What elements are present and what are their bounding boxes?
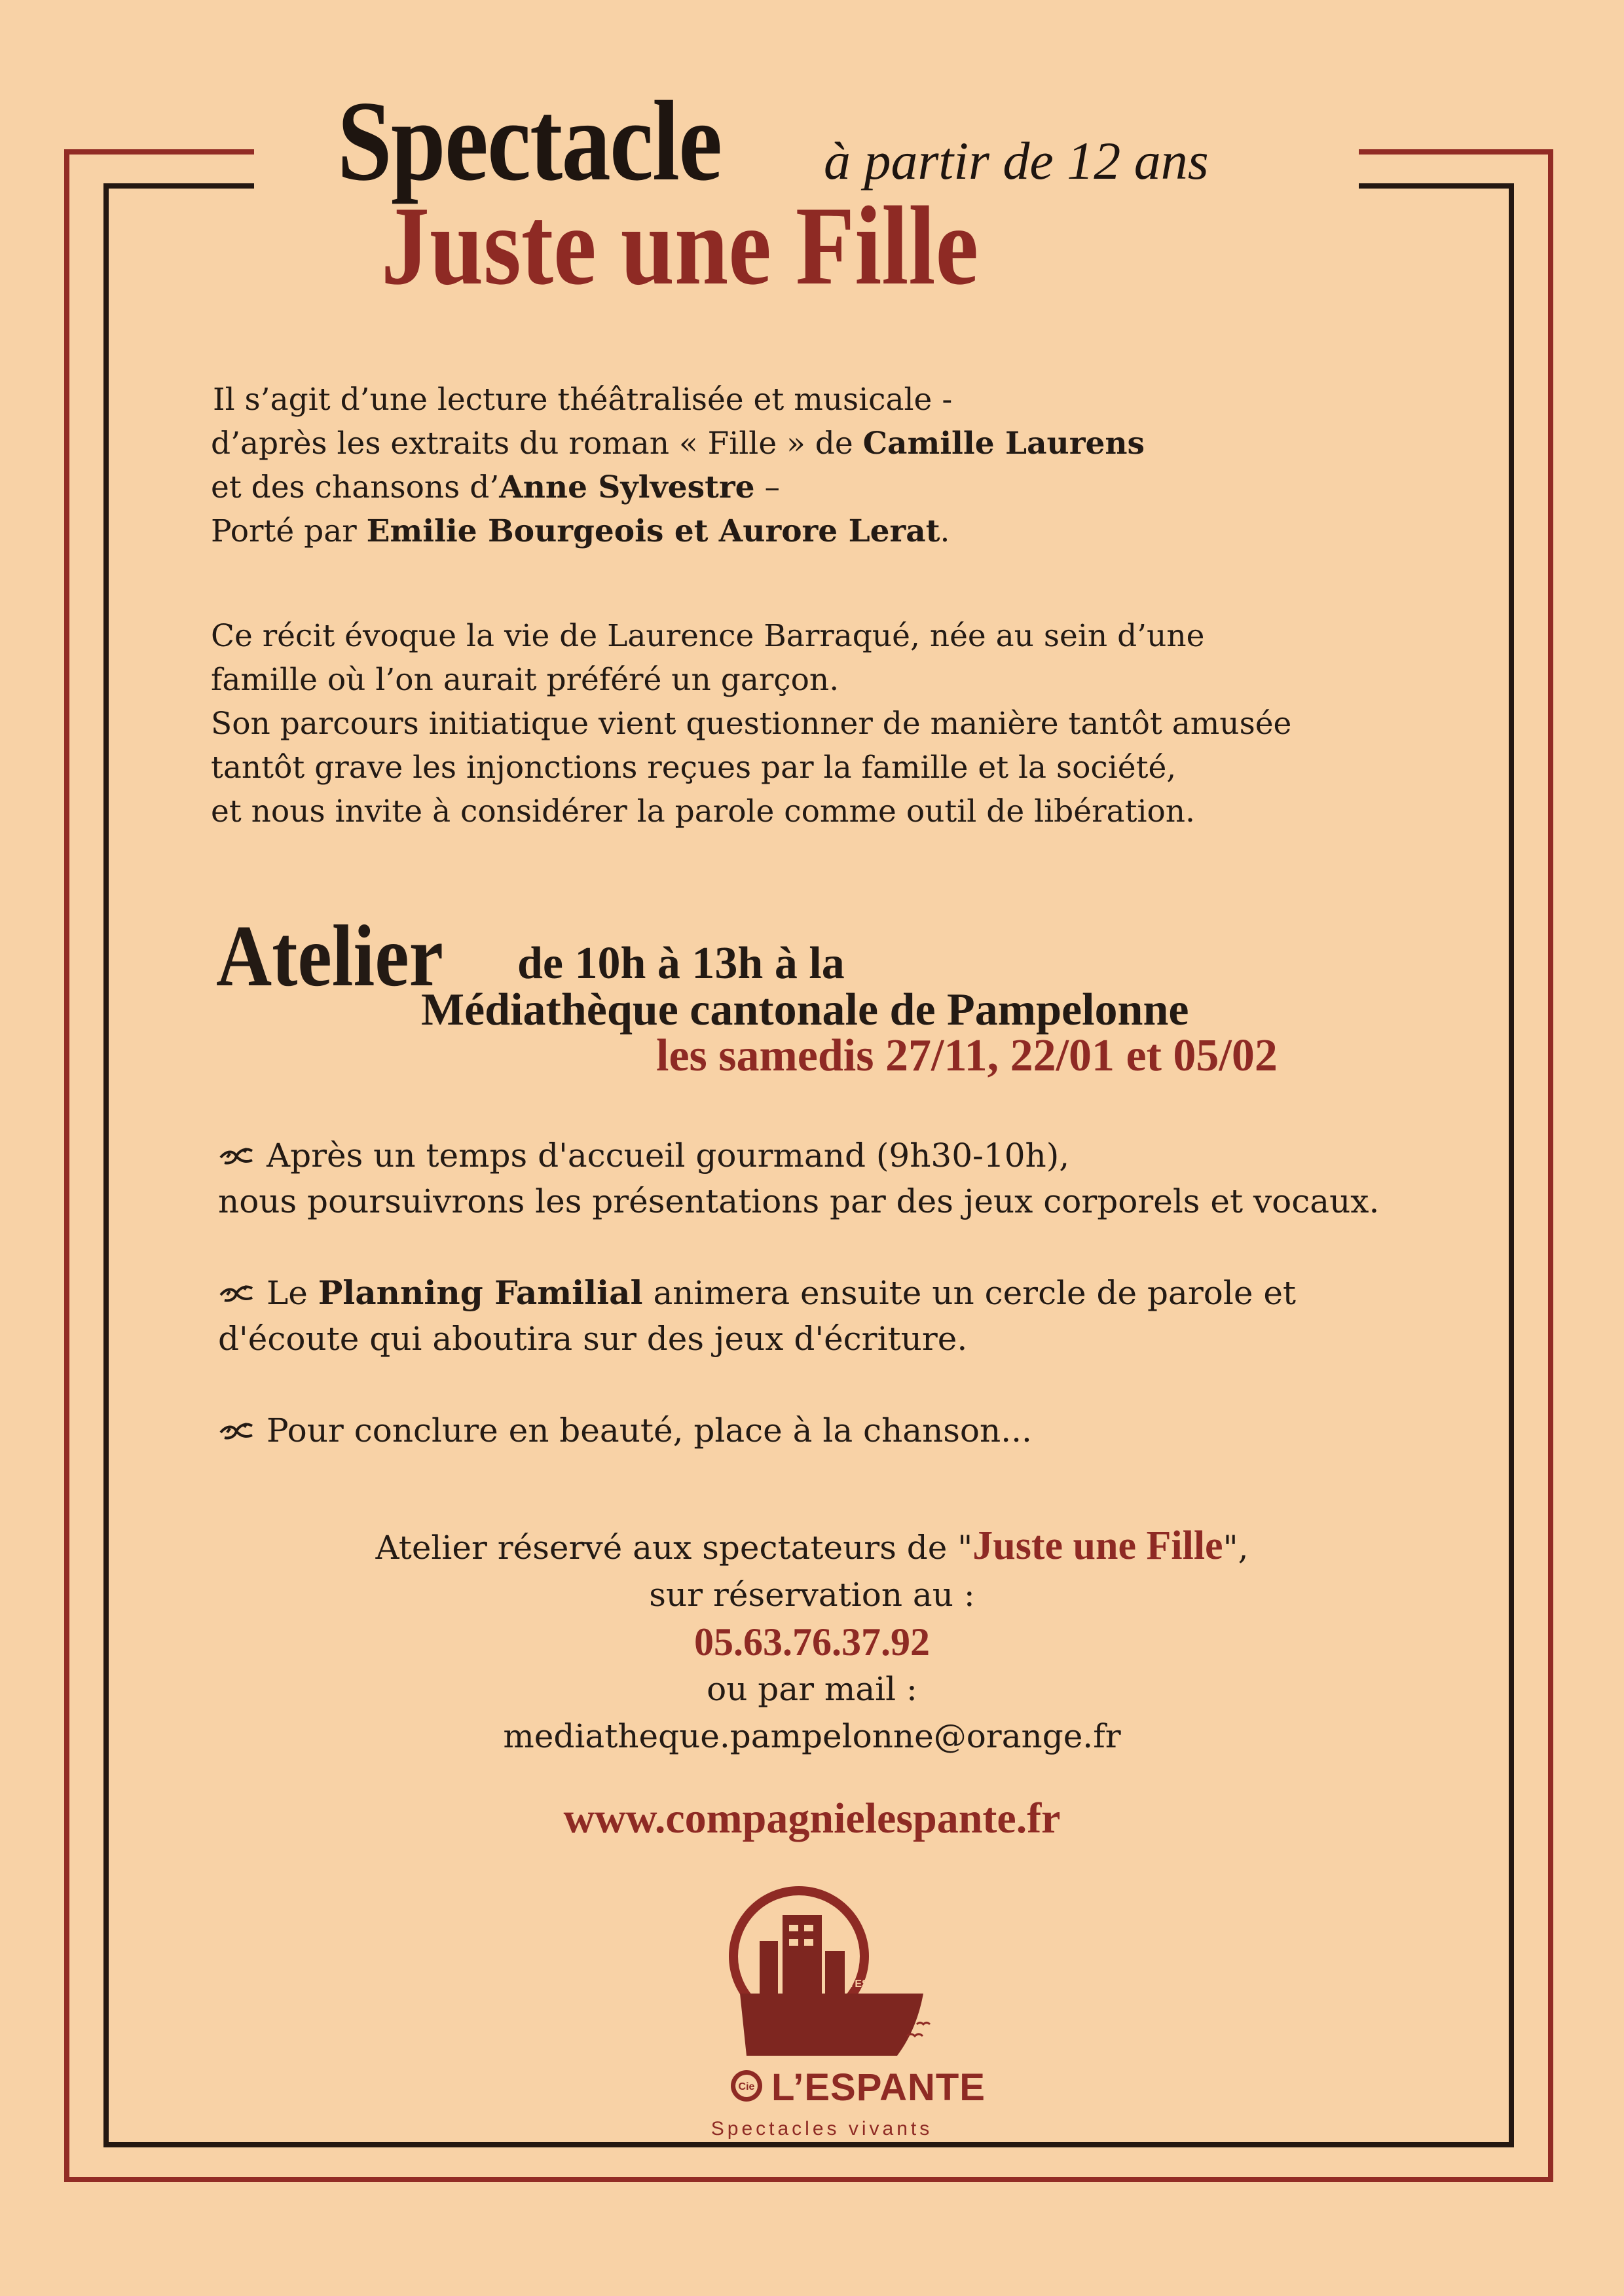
text-line: nous poursuivrons les présentations par des jeux corporels et vocaux. (218, 1182, 1380, 1220)
ship-name: L’ESPANTE (846, 1978, 904, 1990)
text-line: Il s’agit d’une lecture théâtralisée et musicale - (213, 382, 953, 418)
text-line: d’après les extraits du roman « Fille » de (211, 426, 863, 462)
author-name: Camille Laurens (862, 426, 1145, 462)
company-tagline: Spectacles vivants (710, 2118, 933, 2140)
planning-familial: Planning Familial (318, 1273, 643, 1312)
show-title: Juste une Fille (381, 184, 979, 308)
text-line: Pour conclure en beauté, place à la chanson... (267, 1412, 1032, 1449)
frame-rule (103, 2142, 1514, 2147)
text-line: sur réservation au : (649, 1576, 975, 1614)
fleuron-icon (218, 1143, 255, 1168)
performers-names: Emilie Bourgeois et Aurore Lerat (366, 513, 940, 549)
text-line: et nous invite à considérer la parole comme outil de libération. (211, 793, 1195, 829)
frame-rule (1359, 183, 1514, 189)
text-line: famille où l’on aurait préféré un garçon. (211, 662, 840, 698)
ship-logo (701, 1879, 936, 2069)
story-paragraph (211, 614, 1291, 833)
phone-number: 05.63.76.37.92 (694, 1620, 930, 1664)
fleuron-icon (218, 1281, 255, 1305)
activity-item (218, 1133, 1379, 1224)
atelier-dates: les samedis 27/11, 22/01 et 05/02 (656, 1030, 1278, 1081)
text-line: Après un temps d'accueil gourmand (9h30-10h), (267, 1137, 1070, 1175)
website-link[interactable]: www.compagnielespante.fr (563, 1795, 1061, 1842)
frame-rule (1548, 149, 1553, 2182)
text-line: Porté par (211, 513, 367, 549)
text-line: d'écoute qui aboutira sur des jeux d'écriture. (218, 1320, 968, 1358)
frame-rule (1359, 149, 1553, 155)
text-line: Ce récit évoque la vie de Laurence Barraqué, née au sein d’une (211, 618, 1205, 654)
cie-badge (728, 2068, 765, 2104)
email-address: mediatheque.pampelonne@orange.fr (503, 1717, 1121, 1755)
text-line: et des chansons d’ (211, 469, 500, 505)
company-name: L’ESPANTE (771, 2066, 986, 2109)
frame-rule (64, 149, 254, 155)
atelier-title: Atelier (216, 907, 443, 1004)
frame-rule (103, 183, 109, 2147)
fleuron-icon (218, 1418, 255, 1443)
frame-rule (103, 183, 254, 189)
show-title-mention: Juste une Fille (972, 1523, 1223, 1568)
frame-rule (64, 149, 69, 2182)
page-title: Spectacle (337, 77, 722, 204)
frame-rule (64, 2177, 1553, 2182)
text-line: tantôt grave les injonctions reçues par la famille et la société, (211, 750, 1177, 786)
atelier-place: Médiathèque cantonale de Pampelonne (421, 985, 1189, 1035)
songwriter-name: Anne Sylvestre (499, 469, 755, 505)
text-line: Son parcours initiatique vient questionner de manière tantôt amusée (211, 706, 1292, 742)
activity-item (218, 1408, 1032, 1453)
intro-paragraph: Il s’agit d’une lecture théâtralisée et musicale - d’après les extraits du roman « Fille » de Camille Laurens et des chansons d’Anne Sylvestre – Porté par Emilie Bourgeois et Aurore Lerat. (211, 378, 1145, 553)
atelier-time: de 10h à 13h à la (517, 938, 845, 989)
activity-item: Le Planning Familial animera ensuite un cercle de parole et d'écoute qui aboutira sur des jeux d'écriture. (218, 1270, 1296, 1362)
booking-info: Atelier réservé aux spectateurs de "Juste une Fille", sur réservation au : 05.63.76.37.92 ou par mail : mediatheque.pampelonne@orange.fr (151, 1522, 1473, 1760)
frame-rule (1509, 183, 1514, 2147)
cie-label: Cie (738, 2081, 755, 2092)
age-label: à partir de 12 ans (824, 131, 1209, 191)
text-line: ou par mail : (707, 1670, 917, 1708)
